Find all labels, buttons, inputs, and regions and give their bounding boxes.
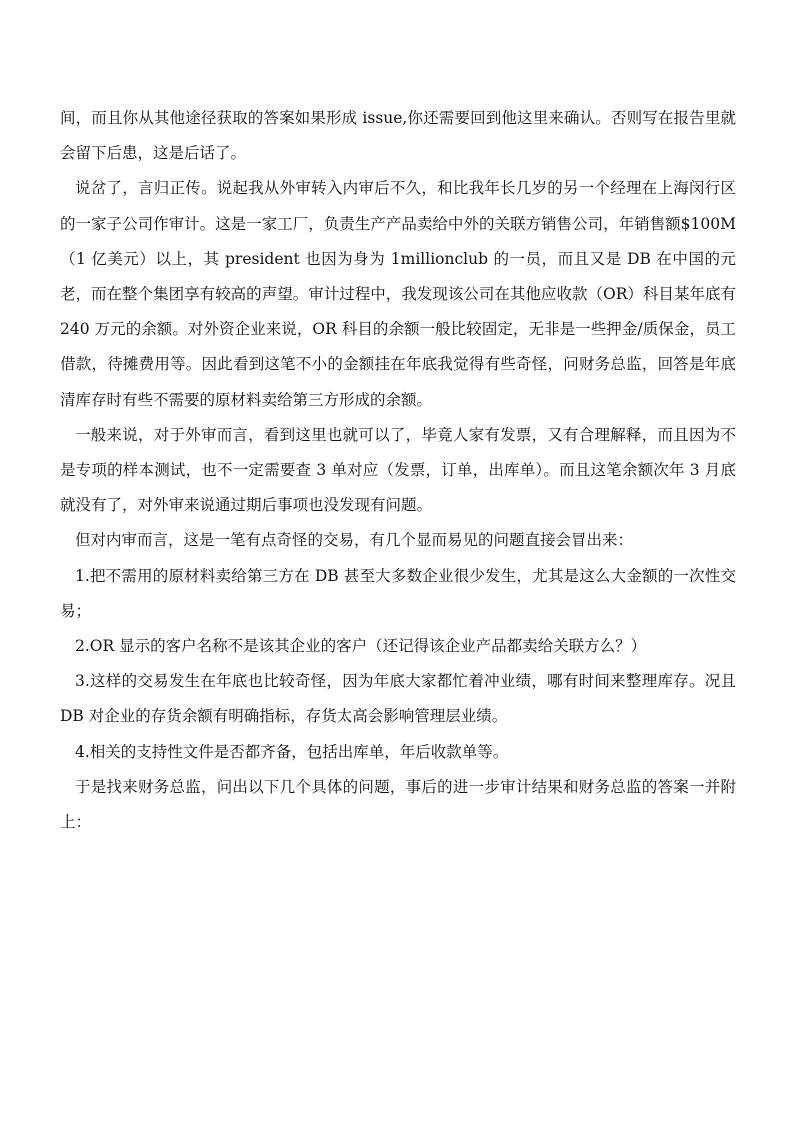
- paragraph-1: 间，而且你从其他途径获取的答案如果形成 issue,你还需要回到他这里来确认。否则写在报告里就会留下后患，这是后话了。: [60, 109, 736, 163]
- paragraph-3: 一般来说，对于外审而言，看到这里也就可以了，毕竟人家有发票，又有合理解释，而且因为不是专项的样本测试，也不一定需要查 3 单对应（发票，订单，出库单）。而且这笔余额次年 3 月底就没有了，对外审来说通过期后事项也没发现有问题。: [60, 425, 736, 515]
- paragraph-2: 说岔了，言归正传。说起我从外审转入内审后不久，和比我年长几岁的另一个经理在上海闵行区的一家子公司作审计。这是一家工厂，负责生产产品卖给中外的关联方销售公司，年销售额$100M（1 亿美元）以上，其 president 也因为身为 1millionclub 的一员，而且又是 DB 在中国的元老，而在整个集团享有较高的声望。审计过程中，我发现该公司在其他应收款（OR）科目某年底有 240 万元的余额。对外资企业来说，OR 科目的余额一般比较固定，无非是一些押金/质保金，员工借款，待摊费用等。因此看到这笔不小的金额挂在年底我觉得有些奇怪，问财务总监，回答是年底清库存时有些不需要的原材料卖给第三方形成的余额。: [60, 179, 736, 409]
- list-item-1: 1.把不需用的原材料卖给第三方在 DB 甚至大多数企业很少发生，尤其是这么大金额的一次性交易；: [60, 566, 736, 620]
- document-body: [60, 101, 736, 840]
- list-item-4: 4.相关的支持性文件是否都齐备，包括出库单，年后收款单等。: [75, 742, 509, 761]
- paragraph-5: 于是找来财务总监，问出以下几个具体的问题，事后的进一步审计结果和财务总监的答案一并附上：: [60, 777, 736, 832]
- paragraph-4: 但对内审而言，这是一笔有点奇怪的交易，有几个显而易见的问题直接会冒出来：: [75, 531, 634, 550]
- list-item-3: 3.这样的交易发生在年底也比较奇怪，因为年底大家都忙着冲业绩，哪有时间来整理库存。况且 DB 对企业的存货余额有明确指标，存货太高会影响管理层业绩。: [60, 672, 736, 726]
- list-item-2: 2.OR 显示的客户名称不是该其企业的客户（还记得该企业产品都卖给关联方么？）: [75, 637, 647, 656]
